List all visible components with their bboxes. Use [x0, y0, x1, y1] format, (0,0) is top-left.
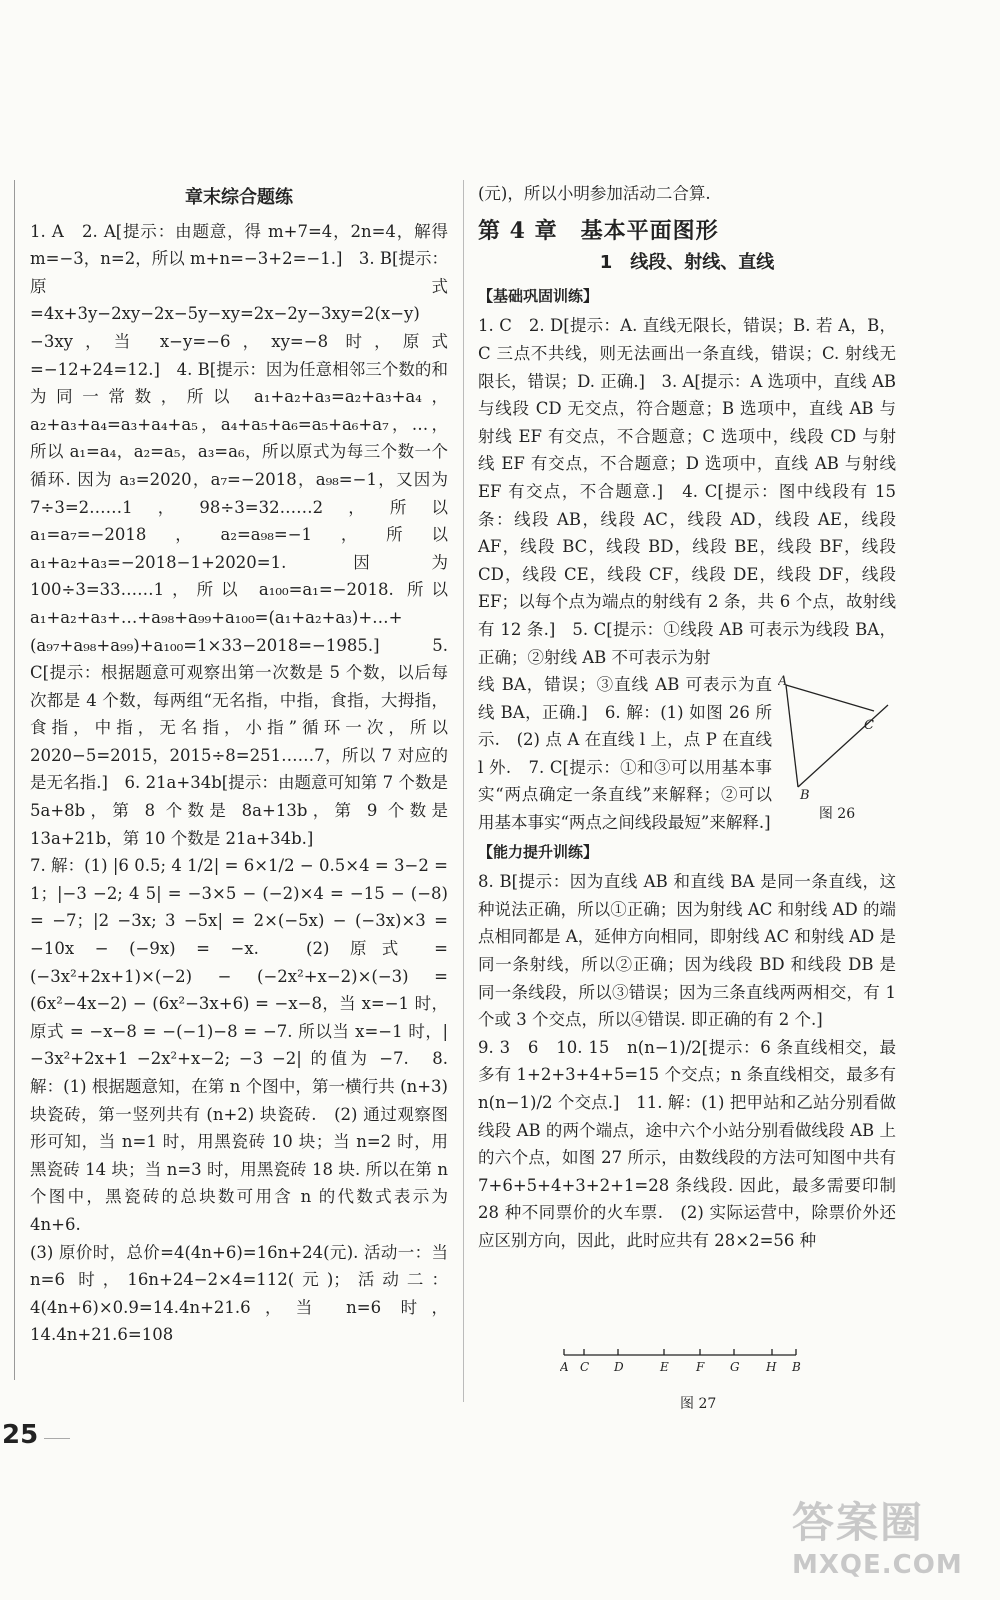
left-paragraph-2: 7. 解：(1) |6 0.5; 4 1/2| = 6×1/2 − 0.5×4 = 3−2 = 1；|−3 −2; 4 5| = −3×5 − (−2)×4 = −15 − (−8) = −7；|2 −3x; 3 −5x| = 2×(−5x) − (−3x)×3 = −10x − (−9x) = −x. (2) 原式 = (−3x²+2x+1)×(−2) − (−2x²+x−2)×(−3) = (6x²−4x−2) − (6x²−3x+6) = −x−8，当 x=−1 时，原式 = −x−8 = −(−1)−8 = −7. 所以当 x=−1 时，|−3x²+2x+1 −2x²+x−2; −3 −2| 的值为 −7. 8. 解：(1) 根据题意知，在第 n 个图中，第一横行共 (n+3) 块瓷砖，第一竖列共有 (n+2) 块瓷砖. (2) 通过观察图形可知，当 n=1 时，用黑瓷砖 10 块；当 n=2 时，用黑瓷砖 14 块；当 n=3 时，用黑瓷砖 18 块. 所以在第 n 个图中，黑瓷砖的总块数可用含 n 的代数式表示为 4n+6. [30, 856, 448, 1234]
lesson-title: 1 线段、射线、直线 [599, 252, 775, 274]
fig26-label-b: B [800, 788, 810, 802]
fig27-label-h: H [766, 1360, 777, 1374]
advanced-answers-2: 9. 3 6 10. 15 n(n−1)/2[提示：6 条直线相交，最多有 1+2+3+4+5=15 个交点；n 条直线相交，最多有 n(n−1)/2 个交点.] 11. 解：(1) 把甲站和乙站分别看做线段 AB 的两个端点，途中六个小站分别看做线段 AB 上的六个点，如图 27 所示，由数线段的方法可知图中共有 7+6+5+4+3+2+1=28 条线段. 因此，最多需要印制 28 种不同票价的火车票. (2) 实际运营中，除票价外还应区别方向，因此，此时应共有 28×2=56 种 [478, 1037, 896, 1250]
basic-answers-1: 1. C 2. D[提示：A. 直线无限长，错误；B. 若 A，B，C 三点不共线，则无法画出一条直线，错误；C. 射线无限长，错误；D. 正确.] 3. A[提示：A 选项中，直线 AB 与线段 CD 无交点，符合题意；B 选项中，直线 AB 与射线 EF 有交点，不合题意；C 选项中，线段 CD 与射线 EF 有交点，不合题意；D 选项中，直线 AB 与射线 EF 有交点，不合题意.] 4. C[提示：图中线段有 15 条：线段 AB，线段 AC，线段 AD，线段 AE，线段 AF，线段 BC，线段 BD，线段 BE，线段 BF，线段 CD，线段 CE，线段 CF，线段 DE，线段 DF，线段 EF；以每个点为端点的射线有 2 条，共 6 个点，故射线有 12 条.] 5. C[提示：①线段 AB 可表示为线段 BA，正确；②射线 AB 不可表示为射 [478, 316, 896, 667]
figure-26-triangle [778, 675, 896, 801]
column-divider [463, 180, 464, 1402]
figure-27 [560, 1335, 820, 1425]
continuation-text: (元)，所以小明参加活动二合算. [478, 184, 711, 203]
advanced-training-tag: 【能力提升训练】 [478, 842, 599, 861]
basic-training-tag: 【基础巩固训练】 [478, 286, 599, 305]
fig26-label-c: C [864, 718, 874, 734]
left-margin-rule [14, 180, 15, 1380]
watermark-logo [792, 1490, 992, 1590]
fig27-label-g: G [730, 1360, 740, 1374]
section-title: 章末综合题练 [185, 187, 293, 208]
fig27-label-f: F [696, 1360, 705, 1374]
figure-26 [778, 675, 896, 825]
advanced-answers-1: 8. B[提示：因为直线 AB 和直线 BA 是同一条直线，这种说法正确，所以①正确；因为射线 AC 和射线 AD 的端点相同都是 A，延伸方向相同，即射线 AC 和射线 AD 是同一条射线，所以②正确；因为线段 BD 和线段 DB 是同一条线段，所以③错误；因为三条直线两两相交，有 1 个或 3 个交点，所以④错误. 即正确的有 2 个.] [478, 872, 896, 1030]
watermark-en: MXQE.COM [792, 1550, 963, 1580]
left-column [30, 180, 448, 1349]
figure-26-caption: 图 26 [818, 806, 856, 823]
fig26-label-a: A [778, 675, 788, 690]
basic-answers-2: 线 BA，错误；③直线 AB 可表示为直线 BA，正确.] 6. 解：(1) 如图 26 所示. (2) 点 A 在直线 l 上，点 P 在直线 l 外. 7. C[提示：①和③可以用基本事实“两点确定一条直线”来解释；②可以用基本事实“两点之间线段最短”来解释.] [478, 675, 772, 833]
fig27-label-a: A [560, 1360, 569, 1374]
left-paragraph-1: 1. A 2. A[提示：由题意，得 m+7=4，2n=4，解得 m=−3，n=2，所以 m+n=−3+2=−1.] 3. B[提示：原式=4x+3y−2xy−2x−5y−xy=2x−2y−3xy=2(x−y)−3xy，当 x−y=−6，xy=−8 时，原式=−12+24=12.] 4. B[提示：因为任意相邻三个数的和为同一常数，所以 a₁+a₂+a₃=a₂+a₃+a₄，a₂+a₃+a₄=a₃+a₄+a₅，a₄+a₅+a₆=a₅+a₆+a₇，…，所以 a₁=a₄，a₂=a₅，a₃=a₆，所以原式为每三个数一个循环. 因为 a₃=2020，a₇=−2018，a₉₈=−1，又因为 7÷3=2……1，98÷3=32……2，所以 a₁=a₇=−2018，a₂=a₉₈=−1，所以 a₁+a₂+a₃=−2018−1+2020=1. 因为 100÷3=33……1，所以 a₁₀₀=a₁=−2018. 所以 a₁+a₂+a₃+…+a₉₈+a₉₉+a₁₀₀=(a₁+a₂+a₃)+…+(a₉₇+a₉₈+a₉₉)+a₁₀₀=1×33−2018=−1985.] 5. C[提示：根据题意可观察出第一次数是 5 个数，以后每次都是 4 个数，每两组“无名指，中指，食指，大拇指，食指，中指，无名指，小指”循环一次，所以 2020−5=2015，2015÷8=251……7，所以 7 对应的是无名指.] 6. 21a+34b[提示：由题意可知第 7 个数是 5a+8b，第 8 个数是 8a+13b，第 9 个数是 13a+21b，第 10 个数是 21a+34b.] [30, 221, 448, 848]
page-number: 25 [2, 1420, 39, 1450]
watermark-cn: 答案圈 [792, 1498, 925, 1547]
left-paragraph-3: (3) 原价时，总价=4(4n+6)=16n+24(元). 活动一：当 n=6 时，16n+24−2×4=112(元)；活动二：4(4n+6)×0.9=14.4n+21.6，当 n=6 时，14.4n+21.6=108 [30, 1242, 448, 1345]
chapter-title: 第 4 章 基本平面图形 [478, 217, 719, 244]
fig27-label-b: B [792, 1360, 801, 1374]
figure-27-caption: 图 27 [680, 1396, 717, 1412]
fig27-label-c: C [580, 1360, 590, 1374]
right-column [478, 180, 896, 1255]
fig27-label-d: D [614, 1360, 624, 1374]
figure-27-segment [560, 1335, 820, 1391]
fig27-label-e: E [660, 1360, 669, 1374]
page-number-rule [44, 1438, 70, 1439]
